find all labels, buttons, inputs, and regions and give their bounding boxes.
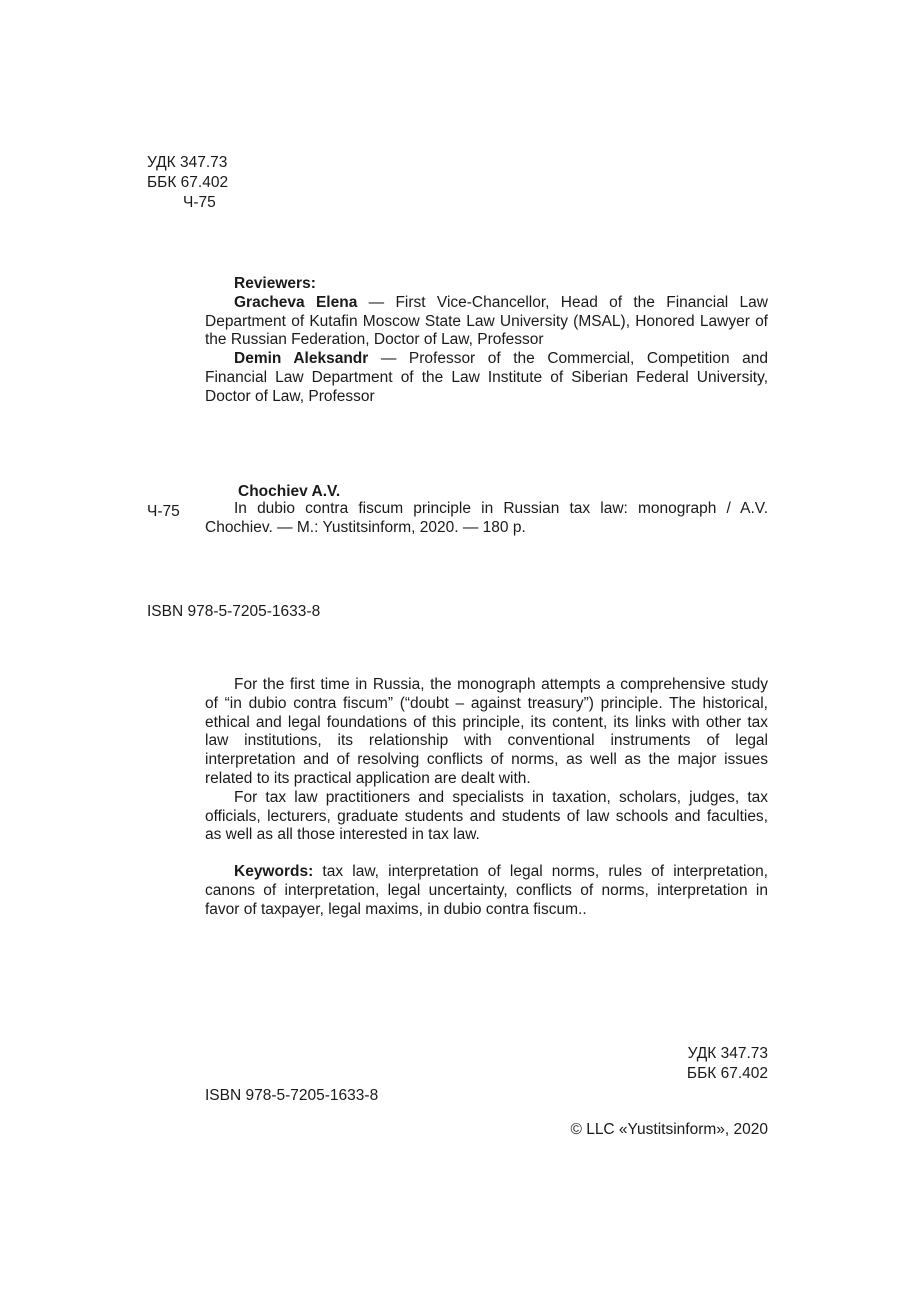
reviewers-block — [205, 275, 768, 407]
catalog-author: Chochiev A.V. — [238, 483, 341, 500]
isbn-top: ISBN 978-5-7205-1633-8 — [147, 603, 321, 620]
reviewer-name: Gracheva Elena — [234, 293, 358, 311]
bbk-code-bottom: ББК 67.402 — [686, 1065, 768, 1082]
abstract-paragraph: For the first time in Russia, the monograph attempts a comprehensive study of “in dubio contra fiscum” (“doubt – against treasury”) principle. The historical, ethical and legal foundations of this principle, its content, its links with other tax law institutions, its relationship with conventional instruments of legal interpretation and of resolving conflicts of norms, as well as the major issues related to its practical application are dealt with. — [205, 676, 768, 787]
abstract-block — [205, 676, 768, 920]
udk-code-top: УДК 347.73 — [147, 154, 228, 171]
abstract-paragraph: For tax law practitioners and specialists in taxation, scholars, judges, tax officials, lecturers, graduate students and students of law schools and faculties, as well as all those interested in tax law. — [205, 788, 768, 844]
reviewer-description: — First Vice-Chancellor, Head of the Financial Law Department of Kutafin Moscow State Law University (MSAL), Honored Lawyer of the Russian Federation, Doctor of Law, Professor — [205, 293, 768, 349]
reviewer-item — [205, 294, 768, 350]
copyright: © LLC «Yustitsinform», 2020 — [570, 1121, 768, 1138]
catalog-description-block — [205, 500, 768, 538]
author-mark-top: Ч-75 — [183, 194, 216, 211]
keywords-label: Keywords: — [234, 863, 314, 881]
reviewer-name: Demin Aleksandr — [234, 350, 369, 368]
keywords-text: tax law, interpretation of legal norms, rules of interpretation, canons of interpretation, legal uncertainty, conflicts of norms, interpretation in favor of taxpayer, legal maxims, in dubio contra fiscum.. — [205, 863, 768, 918]
catalog-description: In dubio contra fiscum principle in Russian tax law: monograph / A.V. Chochiev. — M.: Yustitsinform, 2020. — 180 p. — [205, 500, 768, 536]
reviewer-item — [205, 350, 768, 406]
reviewers-heading: Reviewers: — [234, 275, 316, 292]
keywords-paragraph — [205, 863, 768, 919]
bbk-code-top: ББК 67.402 — [147, 174, 229, 191]
author-mark-catalog: Ч-75 — [147, 503, 180, 520]
isbn-bottom: ISBN 978-5-7205-1633-8 — [205, 1087, 379, 1104]
reviewer-description: — Professor of the Commercial, Competition and Financial Law Department of the Law Institute of Siberian Federal University, Doctor of Law, Professor — [205, 350, 768, 405]
udk-code-bottom: УДК 347.73 — [687, 1045, 768, 1062]
